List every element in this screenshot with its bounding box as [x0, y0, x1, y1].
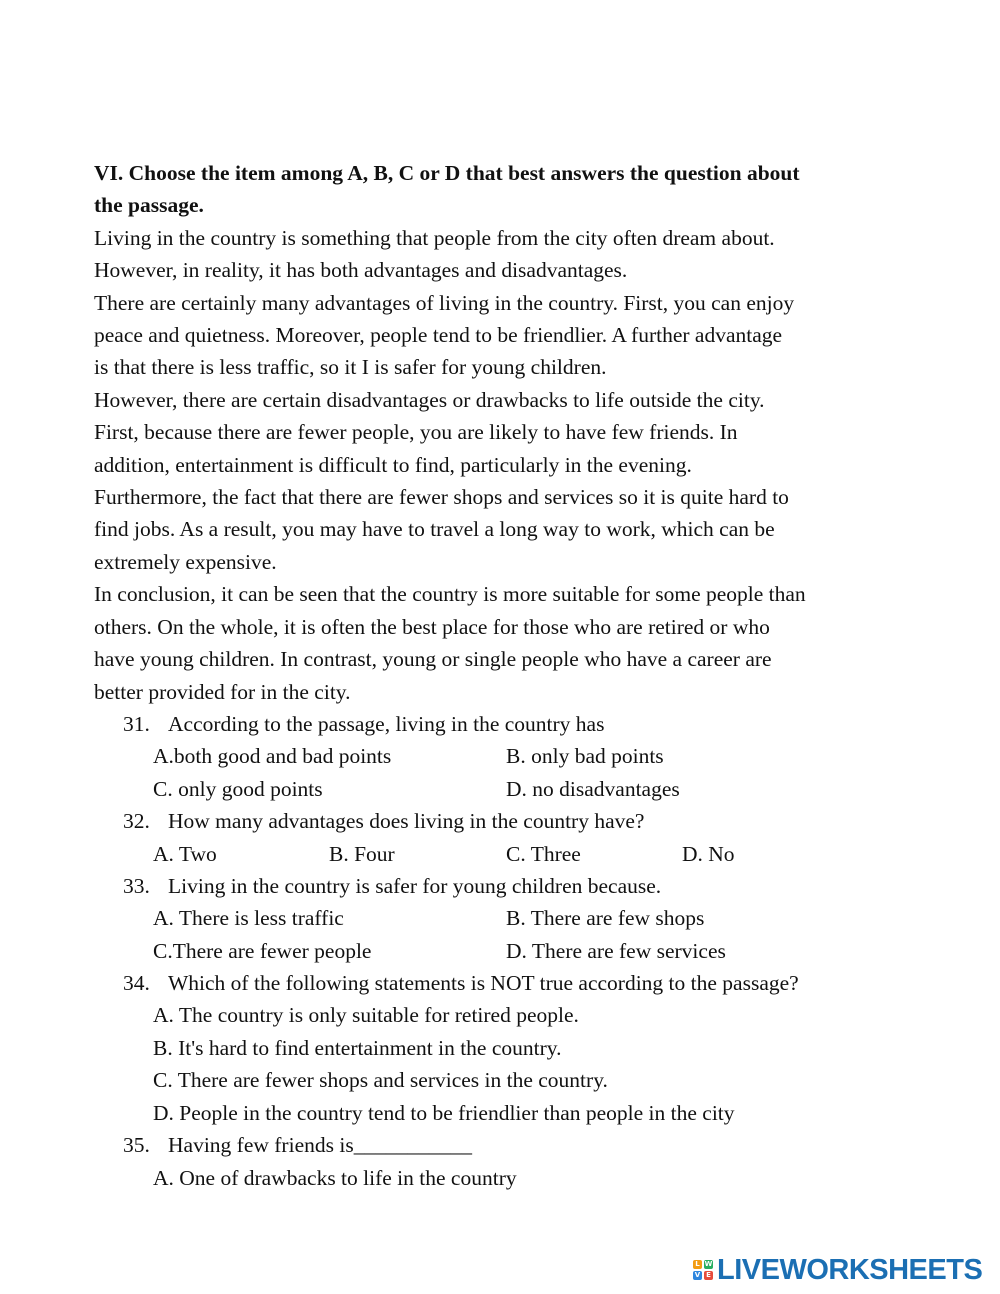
question-number: 31. — [123, 711, 150, 736]
question-number: 34. — [123, 971, 150, 996]
passage-line: In conclusion, it can be seen that the country is more suitable for some people than — [94, 582, 806, 607]
passage-line: Furthermore, the fact that there are fewer shops and services so it is quite hard to — [94, 485, 789, 510]
question-number: 35. — [123, 1133, 150, 1158]
question-33 — [94, 870, 924, 902]
option-a[interactable]: A.both good and bad points — [153, 744, 392, 769]
option-b[interactable]: B. only bad points — [506, 744, 664, 769]
passage-line: extremely expensive. — [94, 549, 277, 574]
passage-line: have young children. In contrast, young or single people who have a career are — [94, 647, 772, 672]
section-heading-line-1: VI. Choose the item among A, B, C or D that best answers the question about — [94, 161, 800, 185]
option-b[interactable]: B. Four — [329, 841, 395, 866]
question-stem: Having few friends is___________ — [168, 1133, 472, 1158]
option-a[interactable]: A. One of drawbacks to life in the country — [153, 1165, 517, 1190]
question-32-options-row — [94, 838, 924, 870]
option-a[interactable]: A. Two — [153, 841, 217, 866]
question-31 — [94, 708, 924, 740]
logo-tile: E — [704, 1271, 713, 1280]
passage-line: However, in reality, it has both advantages and disadvantages. — [94, 258, 628, 283]
passage-line: First, because there are fewer people, you are likely to have few friends. In — [94, 420, 738, 445]
question-31-options-row-2 — [94, 773, 924, 805]
option-d[interactable]: D. no disadvantages — [506, 776, 680, 801]
question-31-options-row-1 — [94, 740, 924, 772]
reading-passage — [94, 222, 924, 708]
question-33-options-row-1 — [94, 902, 924, 934]
question-number: 32. — [123, 809, 150, 834]
passage-line: find jobs. As a result, you may have to travel a long way to work, which can be — [94, 517, 775, 542]
question-stem: How many advantages does living in the country have? — [168, 809, 645, 834]
option-d[interactable]: D. No — [682, 841, 735, 866]
question-stem: Which of the following statements is NOT true according to the passage? — [168, 971, 799, 996]
option-c[interactable]: C.There are fewer people — [153, 938, 372, 963]
logo-tile: V — [694, 1271, 701, 1279]
question-number: 33. — [123, 873, 150, 898]
passage-line: Living in the country is something that people from the city often dream about. — [94, 225, 775, 250]
liveworksheets-logo — [693, 1255, 982, 1285]
passage-line: better provided for in the city. — [94, 679, 351, 704]
option-c[interactable]: C. Three — [506, 841, 581, 866]
passage-line: peace and quietness. Moreover, people tend to be friendlier. A further advantage — [94, 323, 783, 348]
option-c[interactable]: C. There are fewer shops and services in the country. — [153, 1068, 608, 1093]
question-stem: According to the passage, living in the country has — [168, 711, 605, 736]
passage-line: addition, entertainment is difficult to find, particularly in the evening. — [94, 452, 692, 477]
question-32 — [94, 805, 924, 837]
logo-tiles-icon — [693, 1260, 713, 1280]
question-stem: Living in the country is safer for young children because. — [168, 873, 662, 898]
question-33-options-row-2 — [94, 935, 924, 967]
section-heading-line-2: the passage. — [94, 193, 204, 218]
question-34 — [94, 967, 924, 999]
passage-line: However, there are certain disadvantages or drawbacks to life outside the city. — [94, 387, 765, 412]
option-b[interactable]: B. It's hard to find entertainment in the country. — [153, 1035, 562, 1060]
option-b[interactable]: B. There are few shops — [506, 906, 705, 931]
logo-tile: W — [704, 1260, 713, 1268]
passage-line: There are certainly many advantages of living in the country. First, you can enjoy — [94, 290, 795, 315]
logo-text: LIVEWORKSHEETS — [717, 1253, 983, 1286]
worksheet-page — [94, 157, 924, 1194]
question-35 — [94, 1129, 924, 1161]
logo-tile: L — [693, 1260, 702, 1269]
option-c[interactable]: C. only good points — [153, 776, 323, 801]
option-a[interactable]: A. There is less traffic — [153, 906, 344, 931]
passage-line: others. On the whole, it is often the best place for those who are retired or who — [94, 614, 770, 639]
passage-line: is that there is less traffic, so it I is safer for young children. — [94, 355, 607, 380]
option-a[interactable]: A. The country is only suitable for retired people. — [153, 1003, 579, 1028]
option-d[interactable]: D. People in the country tend to be friendlier than people in the city — [153, 1100, 735, 1125]
option-d[interactable]: D. There are few services — [506, 938, 726, 963]
